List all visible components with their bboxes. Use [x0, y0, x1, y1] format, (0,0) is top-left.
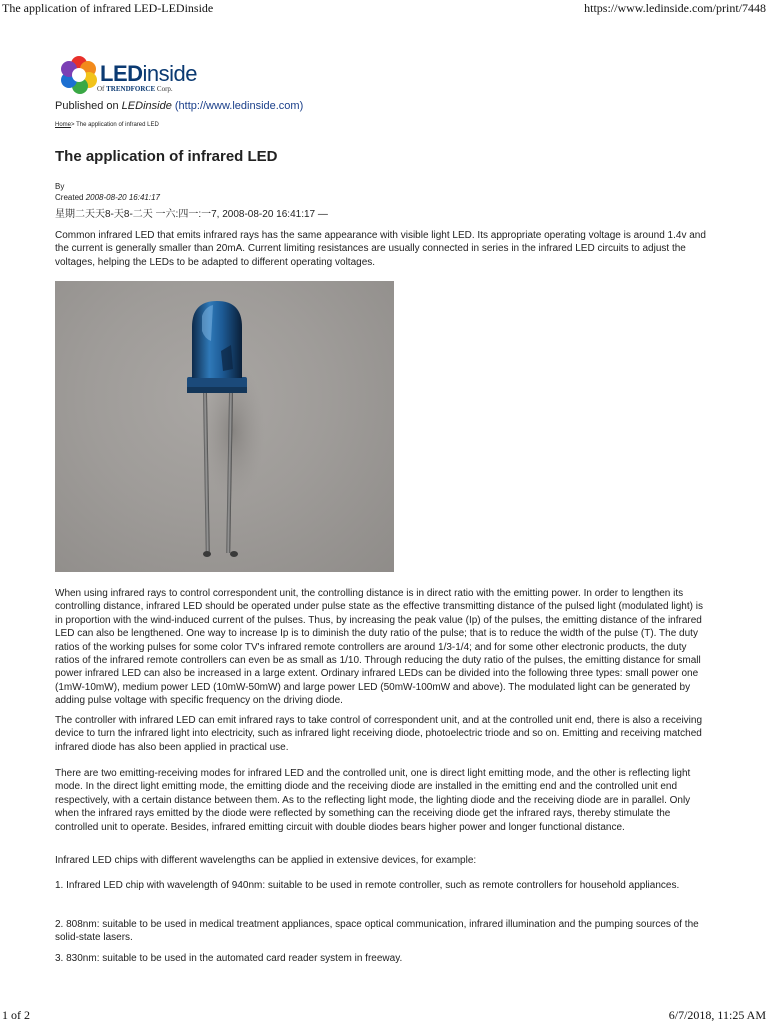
logo-tagline: Of TRENDFORCE Corp.: [97, 85, 173, 93]
published-on: Published on LEDinside (http://www.ledinside.com): [55, 100, 304, 112]
breadcrumb-current: > The application of infrared LED: [71, 122, 159, 128]
published-url-link[interactable]: (http://www.ledinside.com): [174, 100, 304, 112]
article-paragraph: Infrared LED chips with different wavelengths can be applied in extensive devices, for example:: [55, 855, 477, 866]
print-datetime: 6/7/2018, 11:25 AM: [668, 1008, 766, 1022]
print-page-url: https://www.ledinside.com/print/7448: [584, 1, 766, 15]
created-line: Created 2008-08-20 16:41:17: [55, 193, 160, 202]
page-number: 1 of 2: [2, 1008, 30, 1022]
article-paragraph: The controller with infrared LED can emit infrared rays to take control of correspondent unit, and at the controlled unit end, there is also a receiving device to turn the infrared light into electricity, such as infrared light receiving diode, photoelectric triode and so on. Emitting and receiving matched infrared diode has also been applied in practical use.: [55, 715, 703, 753]
led-image: [55, 281, 394, 572]
published-site-link[interactable]: LEDinside: [121, 100, 172, 112]
article-list-item: 2. 808nm: suitable to be used in medical treatment appliances, space optical communication, infrared illumination and the pumping sources of the solid-state lasers.: [55, 919, 699, 944]
author-line: By: [55, 182, 65, 191]
print-footer: [0, 1008, 768, 1024]
article-list-item: 3. 830nm: suitable to be used in the automated card reader system in freeway.: [55, 953, 403, 964]
site-logo[interactable]: [60, 55, 230, 97]
print-page-title: The application of infrared LED-LEDinside: [2, 1, 214, 15]
breadcrumb-home-link[interactable]: Home: [55, 122, 72, 128]
breadcrumb: [55, 122, 159, 128]
print-header: [0, 1, 768, 17]
logo-wordmark: LEDinside: [100, 61, 197, 86]
article-paragraph: There are two emitting-receiving modes for infrared LED and the controlled unit, one is direct light emitting mode, and the other is reflecting light mode. In the direct light emitting mode, the emitting diode and the receiving diode are installed in the emitting end and the controlled unit end respectively, with a certain distance between them. As to the reflecting light mode, the lighting diode and the receiving diode are in parallel. Only when the infrared rays emitted by the diode were reflected by something can the receiving diode get the infrared rays, thereby stimulate the controlled unit to operate. Besides, infrared emitting circuit with double diodes bears higher power and longer functional distance.: [55, 768, 691, 833]
logo-petals-icon: [60, 55, 98, 95]
article-paragraph: Common infrared LED that emits infrared rays has the same appearance with visible light LED. Its appropriate operating voltage is around 1.4v and the current is generally smaller than 20mA. Current limiting resistances are usually connected in series in the infrared LED circuits to adjust the voltages, helping the LEDs to be adapted to different operating voltages.: [55, 230, 706, 268]
article-list-item: 1. Infrared LED chip with wavelength of 940nm: suitable to be used in remote controller, such as remote controllers for household appliances.: [55, 880, 680, 891]
article-paragraph: When using infrared rays to control correspondent unit, the controlling distance is in direct ratio with the emitting power. In order to lengthen its controlling distance, infrared LED should be operated under pulse state as the effective transmitting distance of the pulsed light (modulated light) is in proportion with the wind-induced current of the pulses. Thus, by increasing the peak value (Ip) of the pulses, the emitting distance of the infrared LED can also be lengthened. One way to increase Ip is to diminish the duty ratio of the pulse; that is to reduce the width of the pulse (T). The duty ratios of the working pulses for some color TV's infrared remote controllers are around 1/3-1/4; and for some other electronic products, the duty ratios of the infrared remote controllers can even be as small as 1/10. Through reducing the duty ratio of the pulses, the emitting distance for small power infrared LED can also be increased in a large extent. Ordinary infrared LEDs can be divided into the following three types: small power one (1mW-10mW), medium power LED (10mW-50mW) and large power LED (50mW-100mW and above). The modulated light can be generated by adding pulse voltage with specific frequency on the driving diode.: [55, 588, 703, 707]
infrared-led-photo: [55, 281, 394, 572]
page-title: The application of infrared LED: [55, 148, 278, 165]
localized-date-line: 星期二天天8-天8-二天 一六:四一:一7, 2008-08-20 16:41:17 —: [55, 209, 328, 220]
